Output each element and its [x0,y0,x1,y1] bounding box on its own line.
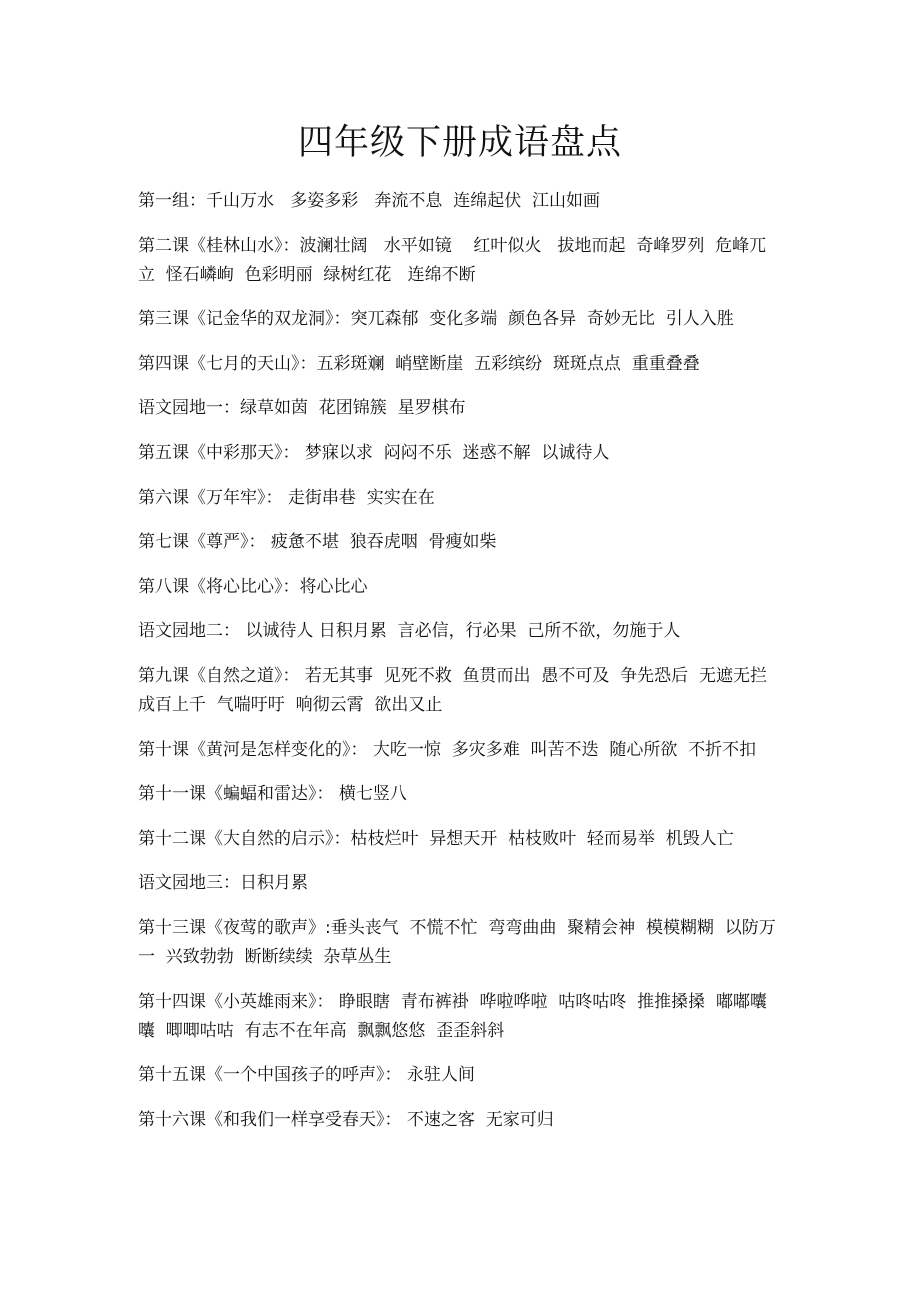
lesson-item-4: 第四课《七月的天山》：五彩斑斓 峭壁断崖 五彩缤纷 斑斑点点 重重叠叠 [138,353,700,374]
lesson-item-15: 第十五课《一个中国孩子的呼声》： 永驻人间 [138,1065,475,1086]
lesson-item-10: 第十课《黄河是怎样变化的》： 大吃一惊 多灾多难 叫苦不迭 随心所欲 不折不扣 [138,739,757,760]
lesson-item-8: 第八课《将心比心》：将心比心 [138,576,368,597]
lesson-item-2: 第二课《桂林山水》：波澜壮阔 水平如镜 红叶似火 拔地而起 奇峰罗列 危峰兀立 怪石嶙峋 色彩明丽 绿树红花 连绵不断 [138,235,767,285]
language-garden-1: 语文园地一：绿草如茵 花团锦簇 星罗棋布 [138,398,466,419]
lesson-item-11: 第十一课《蝙蝠和雷达》： 横七竖八 [138,784,407,805]
lesson-item-6: 第六课《万年牢》： 走街串巷 实实在在 [138,487,435,508]
idiom-list [138,187,783,1150]
page-title: 四年级下册成语盘点 [297,123,622,163]
lesson-item-9: 第九课《自然之道》： 若无其事 见死不救 鱼贯而出 愚不可及 争先恐后 无遮无拦 成百上千 气喘吁吁 响彻云霄 欲出又止 [138,665,778,715]
lesson-item-5: 第五课《中彩那天》： 梦寐以求 闷闷不乐 迷惑不解 以诚待人 [138,442,610,463]
language-garden-2: 语文园地二： 以诚待人 日积月累 言必信，行必果 己所不欲，勿施于人 [138,621,681,642]
lesson-item-group-1: 第一组：千山万水 多姿多彩 奔流不息 连绵起伏 江山如画 [138,191,601,211]
lesson-item-16: 第十六课《和我们一样享受春天》： 不速之客 无家可归 [138,1109,554,1130]
lesson-item-3: 第三课《记金华的双龙洞》：突兀森郁 变化多端 颜色各异 奇妙无比 引人入胜 [138,309,734,330]
lesson-item-7: 第七课《尊严》： 疲惫不堪 狼吞虎咽 骨瘦如柴 [138,532,497,553]
lesson-item-12: 第十二课《大自然的启示》：枯枝烂叶 异想天开 枯枝败叶 轻而易举 机毁人亡 [138,828,734,849]
lesson-item-13: 第十三课《夜莺的歌声》:垂头丧气 不慌不忙 弯弯曲曲 聚精会神 模模糊糊 以防万一 兴致勃勃 断断续续 杂草丛生 [138,917,776,967]
language-garden-3: 语文园地三：日积月累 [138,873,308,894]
lesson-item-14: 第十四课《小英雄雨来》： 睁眼瞎 青布裤褂 哗啦哗啦 咕咚咕咚 推推搡搡 嘟嘟囔囔 唧唧咕咕 有志不在年高 飘飘悠悠 歪歪斜斜 [138,991,767,1041]
